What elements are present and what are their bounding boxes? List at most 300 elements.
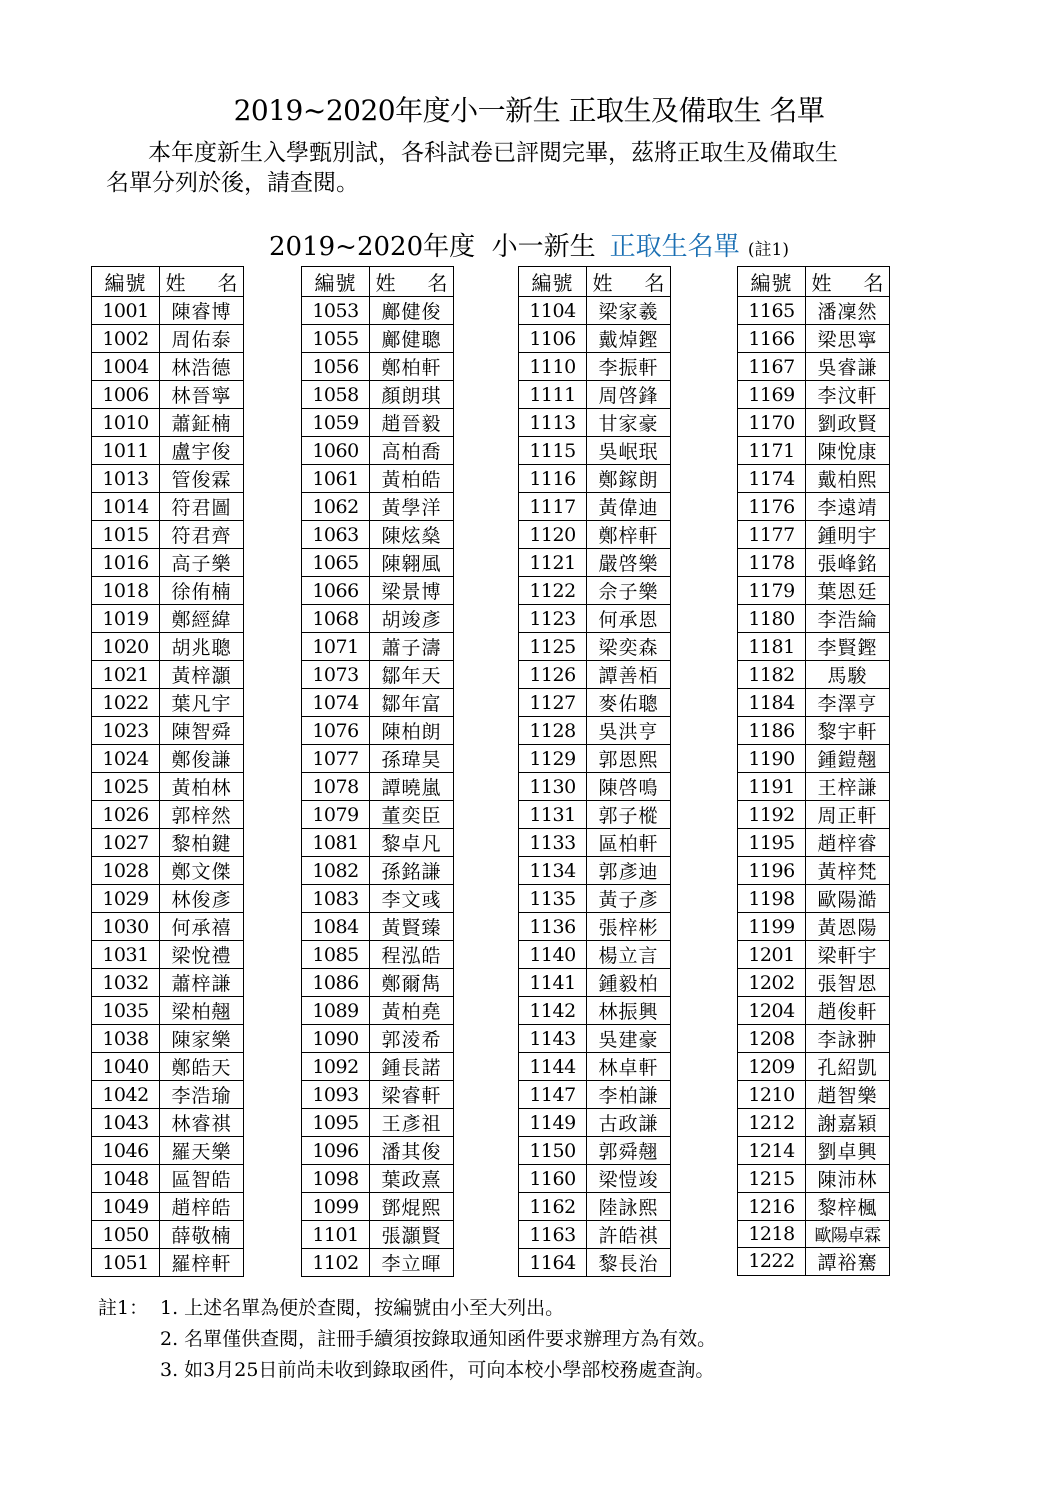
student-number: 1160: [519, 1165, 587, 1193]
student-name: 蕭鉦楠: [160, 409, 244, 437]
student-number: 1076: [302, 717, 370, 745]
table-row: [738, 325, 890, 353]
table-row: [302, 521, 454, 549]
table-row: [92, 1249, 244, 1277]
header-name-label: 姓 名: [375, 271, 448, 295]
student-number: 1002: [92, 325, 160, 353]
student-number: 1110: [519, 353, 587, 381]
student-number: 1062: [302, 493, 370, 521]
student-name: 梁家羲: [587, 297, 671, 325]
table-row: [738, 1081, 890, 1109]
student-number: 1216: [738, 1193, 806, 1221]
student-name: 吳建豪: [587, 1025, 671, 1053]
student-name: 鍾明宇: [806, 521, 890, 549]
table-row: [92, 297, 244, 325]
student-number: 1174: [738, 465, 806, 493]
student-number: 1099: [302, 1193, 370, 1221]
student-name: 鄺健俊: [370, 297, 454, 325]
student-number: 1143: [519, 1025, 587, 1053]
student-name: 王彥祖: [370, 1109, 454, 1137]
student-name: 郭淩希: [370, 1025, 454, 1053]
student-number: 1046: [92, 1137, 160, 1165]
student-name: 鄧焜熙: [370, 1193, 454, 1221]
table-row: [738, 633, 890, 661]
table-row: [92, 521, 244, 549]
student-name: 黃偉迪: [587, 493, 671, 521]
student-number: 1074: [302, 689, 370, 717]
table-row: [92, 1137, 244, 1165]
student-number: 1117: [519, 493, 587, 521]
student-number: 1083: [302, 885, 370, 913]
student-name: 張灝賢: [370, 1221, 454, 1249]
student-name: 鄭經緯: [160, 605, 244, 633]
student-number: 1056: [302, 353, 370, 381]
student-number: 1147: [519, 1081, 587, 1109]
student-name: 吳洪亨: [587, 717, 671, 745]
student-number: 1082: [302, 857, 370, 885]
table-row: [519, 969, 671, 997]
student-number: 1128: [519, 717, 587, 745]
table-row: [738, 1221, 890, 1248]
student-number: 1190: [738, 745, 806, 773]
admitted-list-column-4: [737, 266, 890, 1276]
intro-paragraph: [106, 138, 906, 198]
table-row: [92, 465, 244, 493]
table-row: [92, 577, 244, 605]
student-number: 1098: [302, 1165, 370, 1193]
student-number: 1141: [519, 969, 587, 997]
student-name: 郭彥迪: [587, 857, 671, 885]
student-name: 張峰銘: [806, 549, 890, 577]
table-row: [302, 885, 454, 913]
student-number: 1140: [519, 941, 587, 969]
student-name: 李澤亨: [806, 689, 890, 717]
student-number: 1120: [519, 521, 587, 549]
student-number: 1133: [519, 829, 587, 857]
student-number: 1214: [738, 1137, 806, 1165]
table-row: [92, 885, 244, 913]
student-name: 張智恩: [806, 969, 890, 997]
student-number: 1020: [92, 633, 160, 661]
student-number: 1165: [738, 297, 806, 325]
student-name: 劉政賢: [806, 409, 890, 437]
student-name: 葉凡宇: [160, 689, 244, 717]
student-name: 鄺健聰: [370, 325, 454, 353]
student-name: 程泓皓: [370, 941, 454, 969]
student-number: 1035: [92, 997, 160, 1025]
table-row: [92, 661, 244, 689]
student-name: 陸詠熙: [587, 1193, 671, 1221]
table-row: [302, 661, 454, 689]
header-number: 編號: [738, 267, 806, 297]
student-name: 李詠翀: [806, 1025, 890, 1053]
student-name: 羅天樂: [160, 1137, 244, 1165]
student-name: 陳翱風: [370, 549, 454, 577]
student-name: 鄭柏軒: [370, 353, 454, 381]
student-name: 謝嘉穎: [806, 1109, 890, 1137]
student-name: 李浩綸: [806, 605, 890, 633]
student-number: 1013: [92, 465, 160, 493]
student-number: 1115: [519, 437, 587, 465]
student-number: 1166: [738, 325, 806, 353]
admitted-list-column-3: [518, 266, 671, 1277]
student-name: 鄭梓軒: [587, 521, 671, 549]
student-number: 1130: [519, 773, 587, 801]
table-header-row: [302, 267, 454, 297]
table-row: [738, 857, 890, 885]
student-number: 1063: [302, 521, 370, 549]
table-row: [738, 521, 890, 549]
student-number: 1212: [738, 1109, 806, 1137]
student-name: 區智皓: [160, 1165, 244, 1193]
table-row: [738, 493, 890, 521]
student-number: 1191: [738, 773, 806, 801]
student-number: 1129: [519, 745, 587, 773]
table-row: [519, 325, 671, 353]
student-name: 管俊霖: [160, 465, 244, 493]
student-name: 王梓謙: [806, 773, 890, 801]
student-name: 梁奕森: [587, 633, 671, 661]
student-number: 1031: [92, 941, 160, 969]
table-row: [738, 913, 890, 941]
student-number: 1096: [302, 1137, 370, 1165]
table-row: [519, 717, 671, 745]
table-row: [738, 885, 890, 913]
student-number: 1095: [302, 1109, 370, 1137]
student-name: 陳睿博: [160, 297, 244, 325]
student-name: 陳家樂: [160, 1025, 244, 1053]
header-number: 編號: [519, 267, 587, 297]
student-number: 1021: [92, 661, 160, 689]
table-row: [519, 577, 671, 605]
student-name: 董奕臣: [370, 801, 454, 829]
student-number: 1202: [738, 969, 806, 997]
table-row: [519, 633, 671, 661]
table-row: [738, 801, 890, 829]
student-number: 1038: [92, 1025, 160, 1053]
student-number: 1179: [738, 577, 806, 605]
table-row: [519, 1249, 671, 1277]
student-number: 1090: [302, 1025, 370, 1053]
student-number: 1116: [519, 465, 587, 493]
table-row: [302, 1221, 454, 1249]
table-row: [302, 353, 454, 381]
table-row: [738, 1247, 890, 1275]
header-name: [370, 267, 454, 297]
student-name: 郭恩熙: [587, 745, 671, 773]
table-row: [738, 465, 890, 493]
student-name: 蕭梓謙: [160, 969, 244, 997]
student-number: 1079: [302, 801, 370, 829]
table-row: [738, 1165, 890, 1193]
student-number: 1102: [302, 1249, 370, 1277]
table-row: [519, 521, 671, 549]
student-name: 黃子彥: [587, 885, 671, 913]
student-name: 林睿祺: [160, 1109, 244, 1137]
table-row: [738, 409, 890, 437]
table-row: [738, 577, 890, 605]
student-number: 1071: [302, 633, 370, 661]
student-number: 1051: [92, 1249, 160, 1277]
table-row: [302, 1053, 454, 1081]
student-name: 鍾鎧翹: [806, 745, 890, 773]
student-number: 1210: [738, 1081, 806, 1109]
student-name: 黃恩陽: [806, 913, 890, 941]
student-number: 1048: [92, 1165, 160, 1193]
student-number: 1061: [302, 465, 370, 493]
table-row: [519, 1165, 671, 1193]
table-row: [302, 297, 454, 325]
student-number: 1142: [519, 997, 587, 1025]
student-name: 趙俊軒: [806, 997, 890, 1025]
student-name: 梁悅禮: [160, 941, 244, 969]
student-name: 陳炫燊: [370, 521, 454, 549]
table-header-row: [738, 267, 890, 297]
student-name: 區柏軒: [587, 829, 671, 857]
table-row: [92, 549, 244, 577]
student-number: 1049: [92, 1193, 160, 1221]
table-row: [92, 829, 244, 857]
student-name: 黎長治: [587, 1249, 671, 1277]
student-number: 1177: [738, 521, 806, 549]
student-name: 古政謙: [587, 1109, 671, 1137]
table-row: [302, 997, 454, 1025]
table-row: [302, 493, 454, 521]
table-row: [302, 437, 454, 465]
student-name: 何承恩: [587, 605, 671, 633]
student-number: 1176: [738, 493, 806, 521]
student-number: 1025: [92, 773, 160, 801]
student-name: 楊立言: [587, 941, 671, 969]
student-number: 1093: [302, 1081, 370, 1109]
student-number: 1186: [738, 717, 806, 745]
student-number: 1060: [302, 437, 370, 465]
student-number: 1144: [519, 1053, 587, 1081]
table-row: [92, 381, 244, 409]
student-number: 1170: [738, 409, 806, 437]
table-row: [302, 1249, 454, 1277]
table-row: [92, 1081, 244, 1109]
table-row: [92, 913, 244, 941]
student-number: 1164: [519, 1249, 587, 1277]
table-row: [738, 829, 890, 857]
table-row: [738, 1025, 890, 1053]
admitted-list-column-2: [301, 266, 454, 1277]
student-number: 1121: [519, 549, 587, 577]
table-row: [738, 997, 890, 1025]
student-number: 1198: [738, 885, 806, 913]
student-name: 何承禧: [160, 913, 244, 941]
student-number: 1042: [92, 1081, 160, 1109]
table-row: [519, 773, 671, 801]
student-number: 1195: [738, 829, 806, 857]
student-number: 1026: [92, 801, 160, 829]
table-row: [519, 689, 671, 717]
header-name: [160, 267, 244, 297]
table-row: [519, 549, 671, 577]
student-name: 林俊彥: [160, 885, 244, 913]
header-number: 編號: [302, 267, 370, 297]
student-name: 鄭俊謙: [160, 745, 244, 773]
table-row: [92, 633, 244, 661]
table-row: [302, 1137, 454, 1165]
student-number: 1127: [519, 689, 587, 717]
student-name: 鍾長諾: [370, 1053, 454, 1081]
student-number: 1149: [519, 1109, 587, 1137]
table-row: [738, 1193, 890, 1221]
student-number: 1180: [738, 605, 806, 633]
student-name: 高子樂: [160, 549, 244, 577]
student-name: 陳啓鳴: [587, 773, 671, 801]
table-row: [92, 1025, 244, 1053]
student-name: 黃梓梵: [806, 857, 890, 885]
student-number: 1085: [302, 941, 370, 969]
table-row: [92, 941, 244, 969]
table-row: [302, 773, 454, 801]
student-name: 戴柏熙: [806, 465, 890, 493]
subtitle-admitted-list: 正取生名單: [609, 232, 740, 262]
student-number: 1024: [92, 745, 160, 773]
table-row: [92, 969, 244, 997]
table-row: [92, 717, 244, 745]
student-name: 梁柏翹: [160, 997, 244, 1025]
table-row: [738, 661, 890, 689]
table-row: [519, 885, 671, 913]
student-number: 1169: [738, 381, 806, 409]
student-name: 鄭爾雋: [370, 969, 454, 997]
student-name: 林晉寧: [160, 381, 244, 409]
student-number: 1086: [302, 969, 370, 997]
student-name: 符君圖: [160, 493, 244, 521]
table-row: [738, 941, 890, 969]
admitted-list-column-1: [91, 266, 244, 1277]
table-row: [92, 773, 244, 801]
student-name: 孫銘謙: [370, 857, 454, 885]
student-name: 陳悅康: [806, 437, 890, 465]
student-name: 趙梓睿: [806, 829, 890, 857]
table-row: [519, 437, 671, 465]
student-name: 戴焯鏗: [587, 325, 671, 353]
student-number: 1208: [738, 1025, 806, 1053]
table-row: [519, 353, 671, 381]
table-row: [302, 829, 454, 857]
student-name: 陳智舜: [160, 717, 244, 745]
student-name: 黃賢臻: [370, 913, 454, 941]
student-number: 1171: [738, 437, 806, 465]
student-number: 1023: [92, 717, 160, 745]
student-name: 李汶軒: [806, 381, 890, 409]
table-row: [519, 1081, 671, 1109]
student-number: 1167: [738, 353, 806, 381]
student-number: 1222: [738, 1247, 806, 1275]
table-row: [302, 717, 454, 745]
student-number: 1136: [519, 913, 587, 941]
table-row: [519, 493, 671, 521]
student-name: 麥佑聰: [587, 689, 671, 717]
student-number: 1006: [92, 381, 160, 409]
table-row: [92, 493, 244, 521]
student-name: 梁思寧: [806, 325, 890, 353]
table-row: [302, 1025, 454, 1053]
table-row: [519, 605, 671, 633]
student-number: 1078: [302, 773, 370, 801]
table-row: [92, 1053, 244, 1081]
student-name: 鍾毅柏: [587, 969, 671, 997]
student-name: 梁景博: [370, 577, 454, 605]
table-row: [738, 717, 890, 745]
table-row: [302, 689, 454, 717]
student-number: 1178: [738, 549, 806, 577]
table-row: [92, 689, 244, 717]
table-row: [302, 913, 454, 941]
table-row: [519, 913, 671, 941]
table-row: [302, 577, 454, 605]
list-subtitle: [0, 230, 1058, 267]
student-number: 1135: [519, 885, 587, 913]
note-item-2: 2. 名單僅供查閱，註冊手續須按錄取通知函件要求辦理方為有效。: [160, 1328, 717, 1350]
student-number: 1209: [738, 1053, 806, 1081]
table-row: [302, 801, 454, 829]
student-number: 1018: [92, 577, 160, 605]
header-number: 編號: [92, 267, 160, 297]
table-row: [738, 437, 890, 465]
student-name: 李遠靖: [806, 493, 890, 521]
student-name: 李文彧: [370, 885, 454, 913]
table-row: [92, 1109, 244, 1137]
student-number: 1104: [519, 297, 587, 325]
table-row: [302, 1165, 454, 1193]
student-name: 郭子樅: [587, 801, 671, 829]
table-row: [519, 997, 671, 1025]
table-row: [92, 857, 244, 885]
student-number: 1092: [302, 1053, 370, 1081]
page-title: 2019~2020年度小一新生 正取生及備取生 名單: [233, 94, 825, 127]
table-row: [92, 605, 244, 633]
student-number: 1123: [519, 605, 587, 633]
table-row: [92, 409, 244, 437]
student-number: 1004: [92, 353, 160, 381]
student-number: 1043: [92, 1109, 160, 1137]
student-name: 譚曉嵐: [370, 773, 454, 801]
table-row: [738, 297, 890, 325]
student-number: 1029: [92, 885, 160, 913]
table-row: [519, 857, 671, 885]
student-name: 吳岷珉: [587, 437, 671, 465]
student-name: 羅梓軒: [160, 1249, 244, 1277]
table-row: [92, 997, 244, 1025]
student-name: 黎柏鍵: [160, 829, 244, 857]
student-name: 梁軒宇: [806, 941, 890, 969]
table-row: [519, 1137, 671, 1165]
student-number: 1131: [519, 801, 587, 829]
table-row: [519, 1109, 671, 1137]
table-header-row: [92, 267, 244, 297]
student-name: 佘子樂: [587, 577, 671, 605]
student-name: 符君齊: [160, 521, 244, 549]
table-row: [519, 1053, 671, 1081]
student-name: 葉恩廷: [806, 577, 890, 605]
table-row: [738, 605, 890, 633]
table-row: [302, 969, 454, 997]
student-number: 1010: [92, 409, 160, 437]
student-name: 黃柏林: [160, 773, 244, 801]
student-number: 1163: [519, 1221, 587, 1249]
student-number: 1111: [519, 381, 587, 409]
student-name: 胡竣彥: [370, 605, 454, 633]
table-row: [519, 1193, 671, 1221]
student-number: 1019: [92, 605, 160, 633]
student-name: 林卓軒: [587, 1053, 671, 1081]
